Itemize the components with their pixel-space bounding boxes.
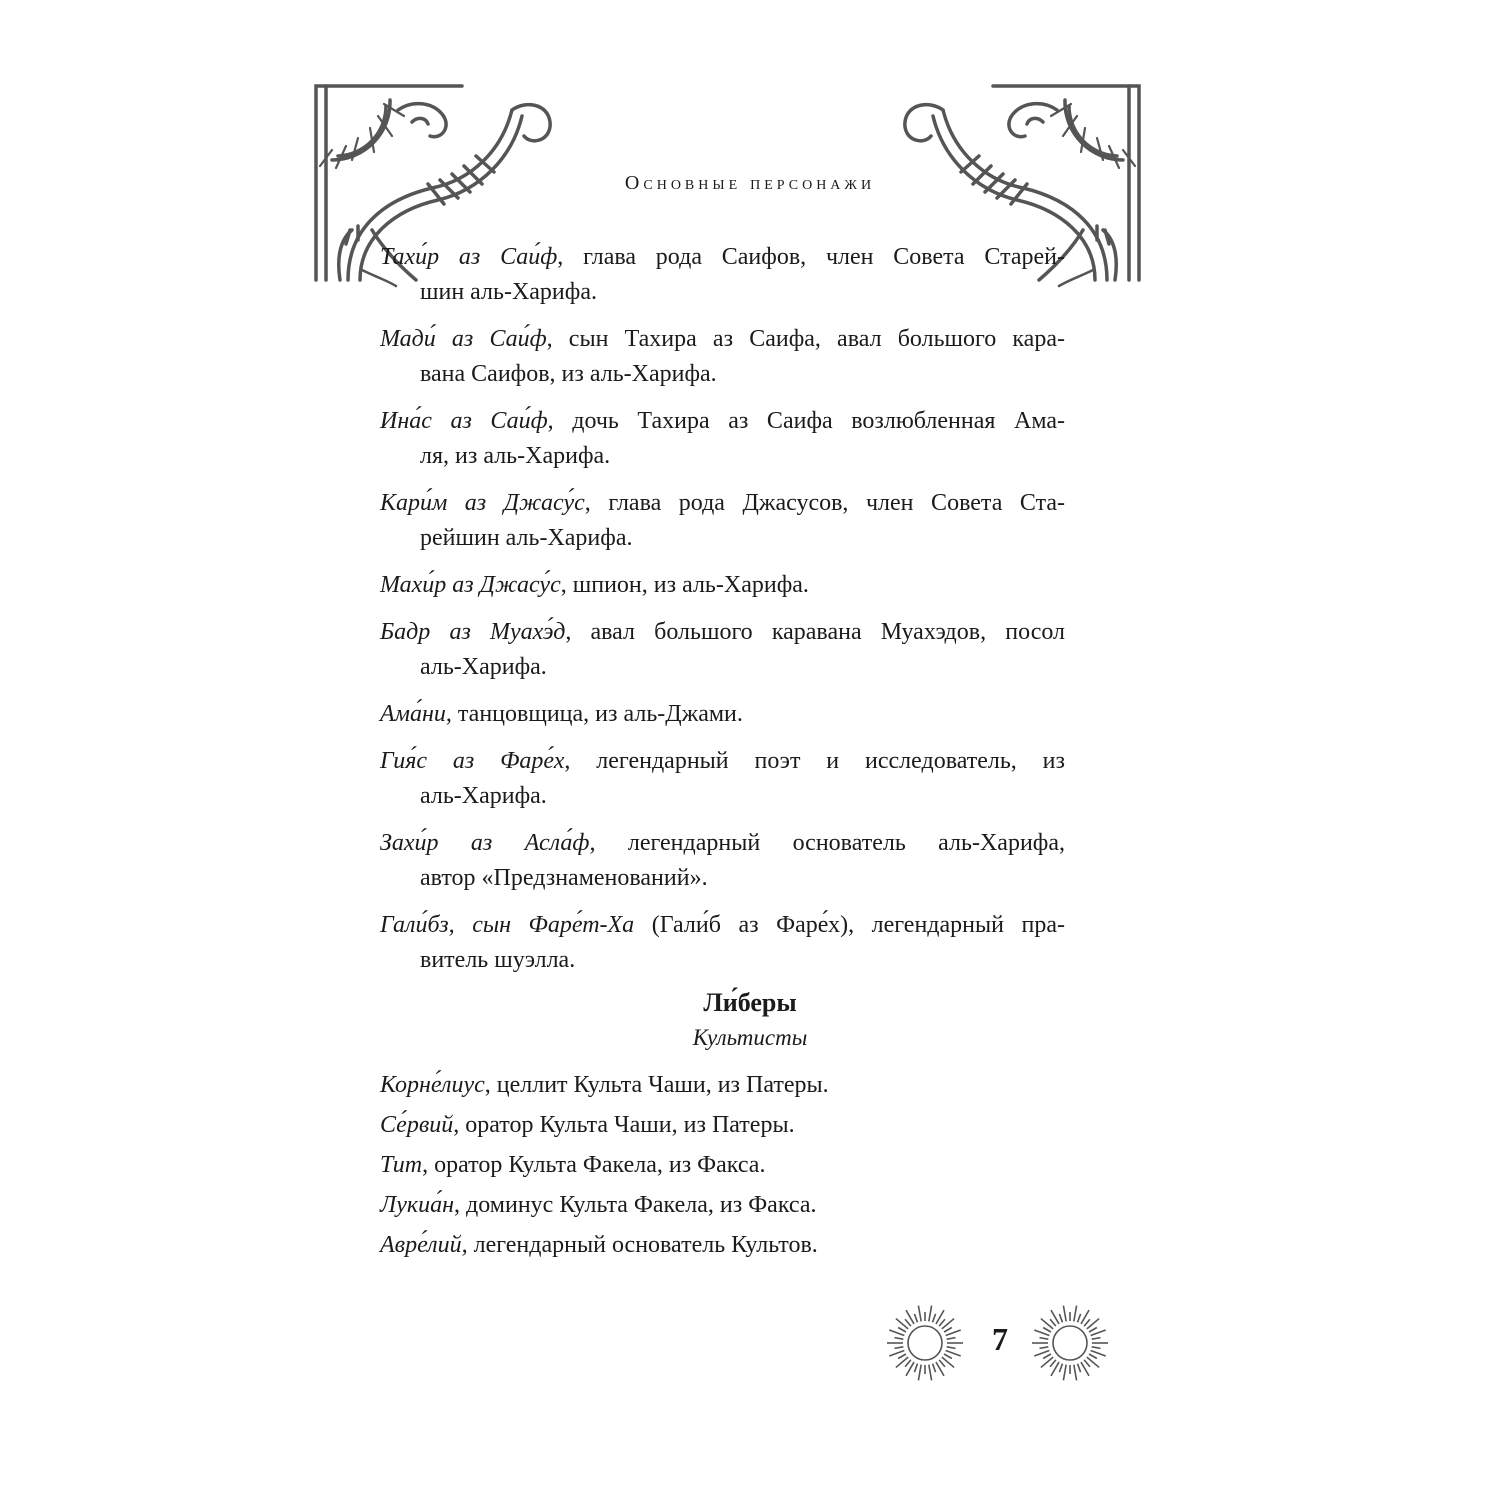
section-header [0, 985, 1500, 1055]
character-entry [380, 744, 1065, 814]
entry-line [380, 615, 1065, 650]
character-name: Кари́м аз Джасу́с [380, 490, 585, 516]
page-number: 7 [992, 1321, 1008, 1357]
character-name: Ина́с аз Саи́ф [380, 408, 548, 434]
character-description: , легендарный поэт и исследователь, из [564, 748, 1066, 774]
character-description: рейшин аль-Харифа. [420, 525, 633, 551]
character-description: аль-Харифа. [420, 654, 547, 680]
character-entry [380, 486, 1065, 556]
sunburst-icon [885, 1303, 965, 1383]
entry-line [380, 943, 1065, 978]
character-description: , целлит Культа Чаши, из Патеры. [484, 1072, 829, 1098]
character-name: Авре́лий, [380, 1232, 468, 1258]
character-description: легендарный основатель Культов. [467, 1232, 818, 1258]
character-description: , легендарный основатель аль-Харифа, [589, 830, 1065, 856]
character-name: Тит [380, 1152, 423, 1178]
character-name: Корне́лиус [380, 1072, 485, 1098]
character-description: , оратор Культа Чаши, из Патеры. [453, 1112, 795, 1138]
character-description: , глава рода Саифов, член Совета Старей- [557, 244, 1065, 270]
character-description: , сын Тахира аз Саифа, авал большого кара- [546, 326, 1065, 352]
entry-line [380, 486, 1065, 521]
character-entry [380, 826, 1065, 896]
character-name: Гали́бз, сын Фаре́т-Ха [380, 912, 635, 938]
character-entry [380, 568, 1065, 603]
cultist-entry [380, 1108, 1065, 1143]
entry-line [380, 521, 1065, 556]
page-folio [885, 1303, 1115, 1383]
character-entry [380, 697, 1065, 732]
character-list [380, 240, 1065, 990]
entry-line [380, 908, 1065, 943]
character-description: , танцовщица, из аль-Джами. [445, 701, 743, 727]
character-description: ля, из аль-Харифа. [420, 443, 611, 469]
character-description: шин аль-Харифа. [420, 279, 597, 305]
character-name: Лукиа́н [380, 1192, 455, 1218]
character-description: , авал большого каравана Муахэдов, посол [565, 619, 1066, 645]
character-name: Бадр аз Муахэ́д [380, 619, 566, 645]
cultist-entry [380, 1068, 1065, 1103]
character-description: , шпион, из аль-Харифа. [560, 572, 809, 598]
character-name: Махи́р аз Джасу́с [380, 572, 561, 598]
character-entry [380, 240, 1065, 310]
entry-line [380, 744, 1065, 779]
character-name: Мади́ аз Саи́ф [380, 326, 547, 352]
character-name: Захи́р аз Асла́ф [380, 830, 590, 856]
character-name: Гия́с аз Фаре́х [380, 748, 565, 774]
entry-line [380, 357, 1065, 392]
entry-line [380, 568, 1065, 603]
cultist-entry [380, 1148, 1065, 1183]
character-description: , оратор Культа Факела, из Факса. [422, 1152, 766, 1178]
character-description: автор «Предзнаменований». [420, 865, 708, 891]
character-entry [380, 404, 1065, 474]
character-description: , дочь Тахира аз Саифа возлюбленная Ама- [547, 408, 1065, 434]
entry-line [380, 826, 1065, 861]
character-description: (Гали́б аз Фаре́х), легендарный пра- [634, 912, 1065, 938]
character-name: Ама́ни [380, 701, 446, 727]
entry-line [380, 697, 1065, 732]
entry-line [380, 439, 1065, 474]
section-title: Ли́беры [703, 988, 797, 1017]
character-description: , доминус Культа Факела, из Факса. [454, 1192, 817, 1218]
entry-line [380, 322, 1065, 357]
cultist-list [380, 1068, 1065, 1268]
entry-line [380, 650, 1065, 685]
entry-line [380, 404, 1065, 439]
character-description: аль-Харифа. [420, 783, 547, 809]
character-name: Се́рвий [380, 1112, 454, 1138]
character-name: Тахи́р аз Саи́ф [380, 244, 558, 270]
character-entry [380, 908, 1065, 978]
character-description: , глава рода Джасусов, член Совета Ста- [584, 490, 1066, 516]
entry-line [380, 240, 1065, 275]
sunburst-icon [1030, 1303, 1110, 1383]
running-head: Основные персонажи [624, 172, 876, 194]
character-description: вана Саифов, из аль-Харифа. [420, 361, 717, 387]
character-entry [380, 615, 1065, 685]
cultist-entry [380, 1188, 1065, 1223]
cultist-entry [380, 1228, 1065, 1263]
character-entry [380, 322, 1065, 392]
entry-line [380, 275, 1065, 310]
entry-line [380, 861, 1065, 896]
entry-line [380, 779, 1065, 814]
section-subtitle: Культисты [692, 1025, 808, 1050]
character-description: витель шуэлла. [420, 947, 576, 973]
